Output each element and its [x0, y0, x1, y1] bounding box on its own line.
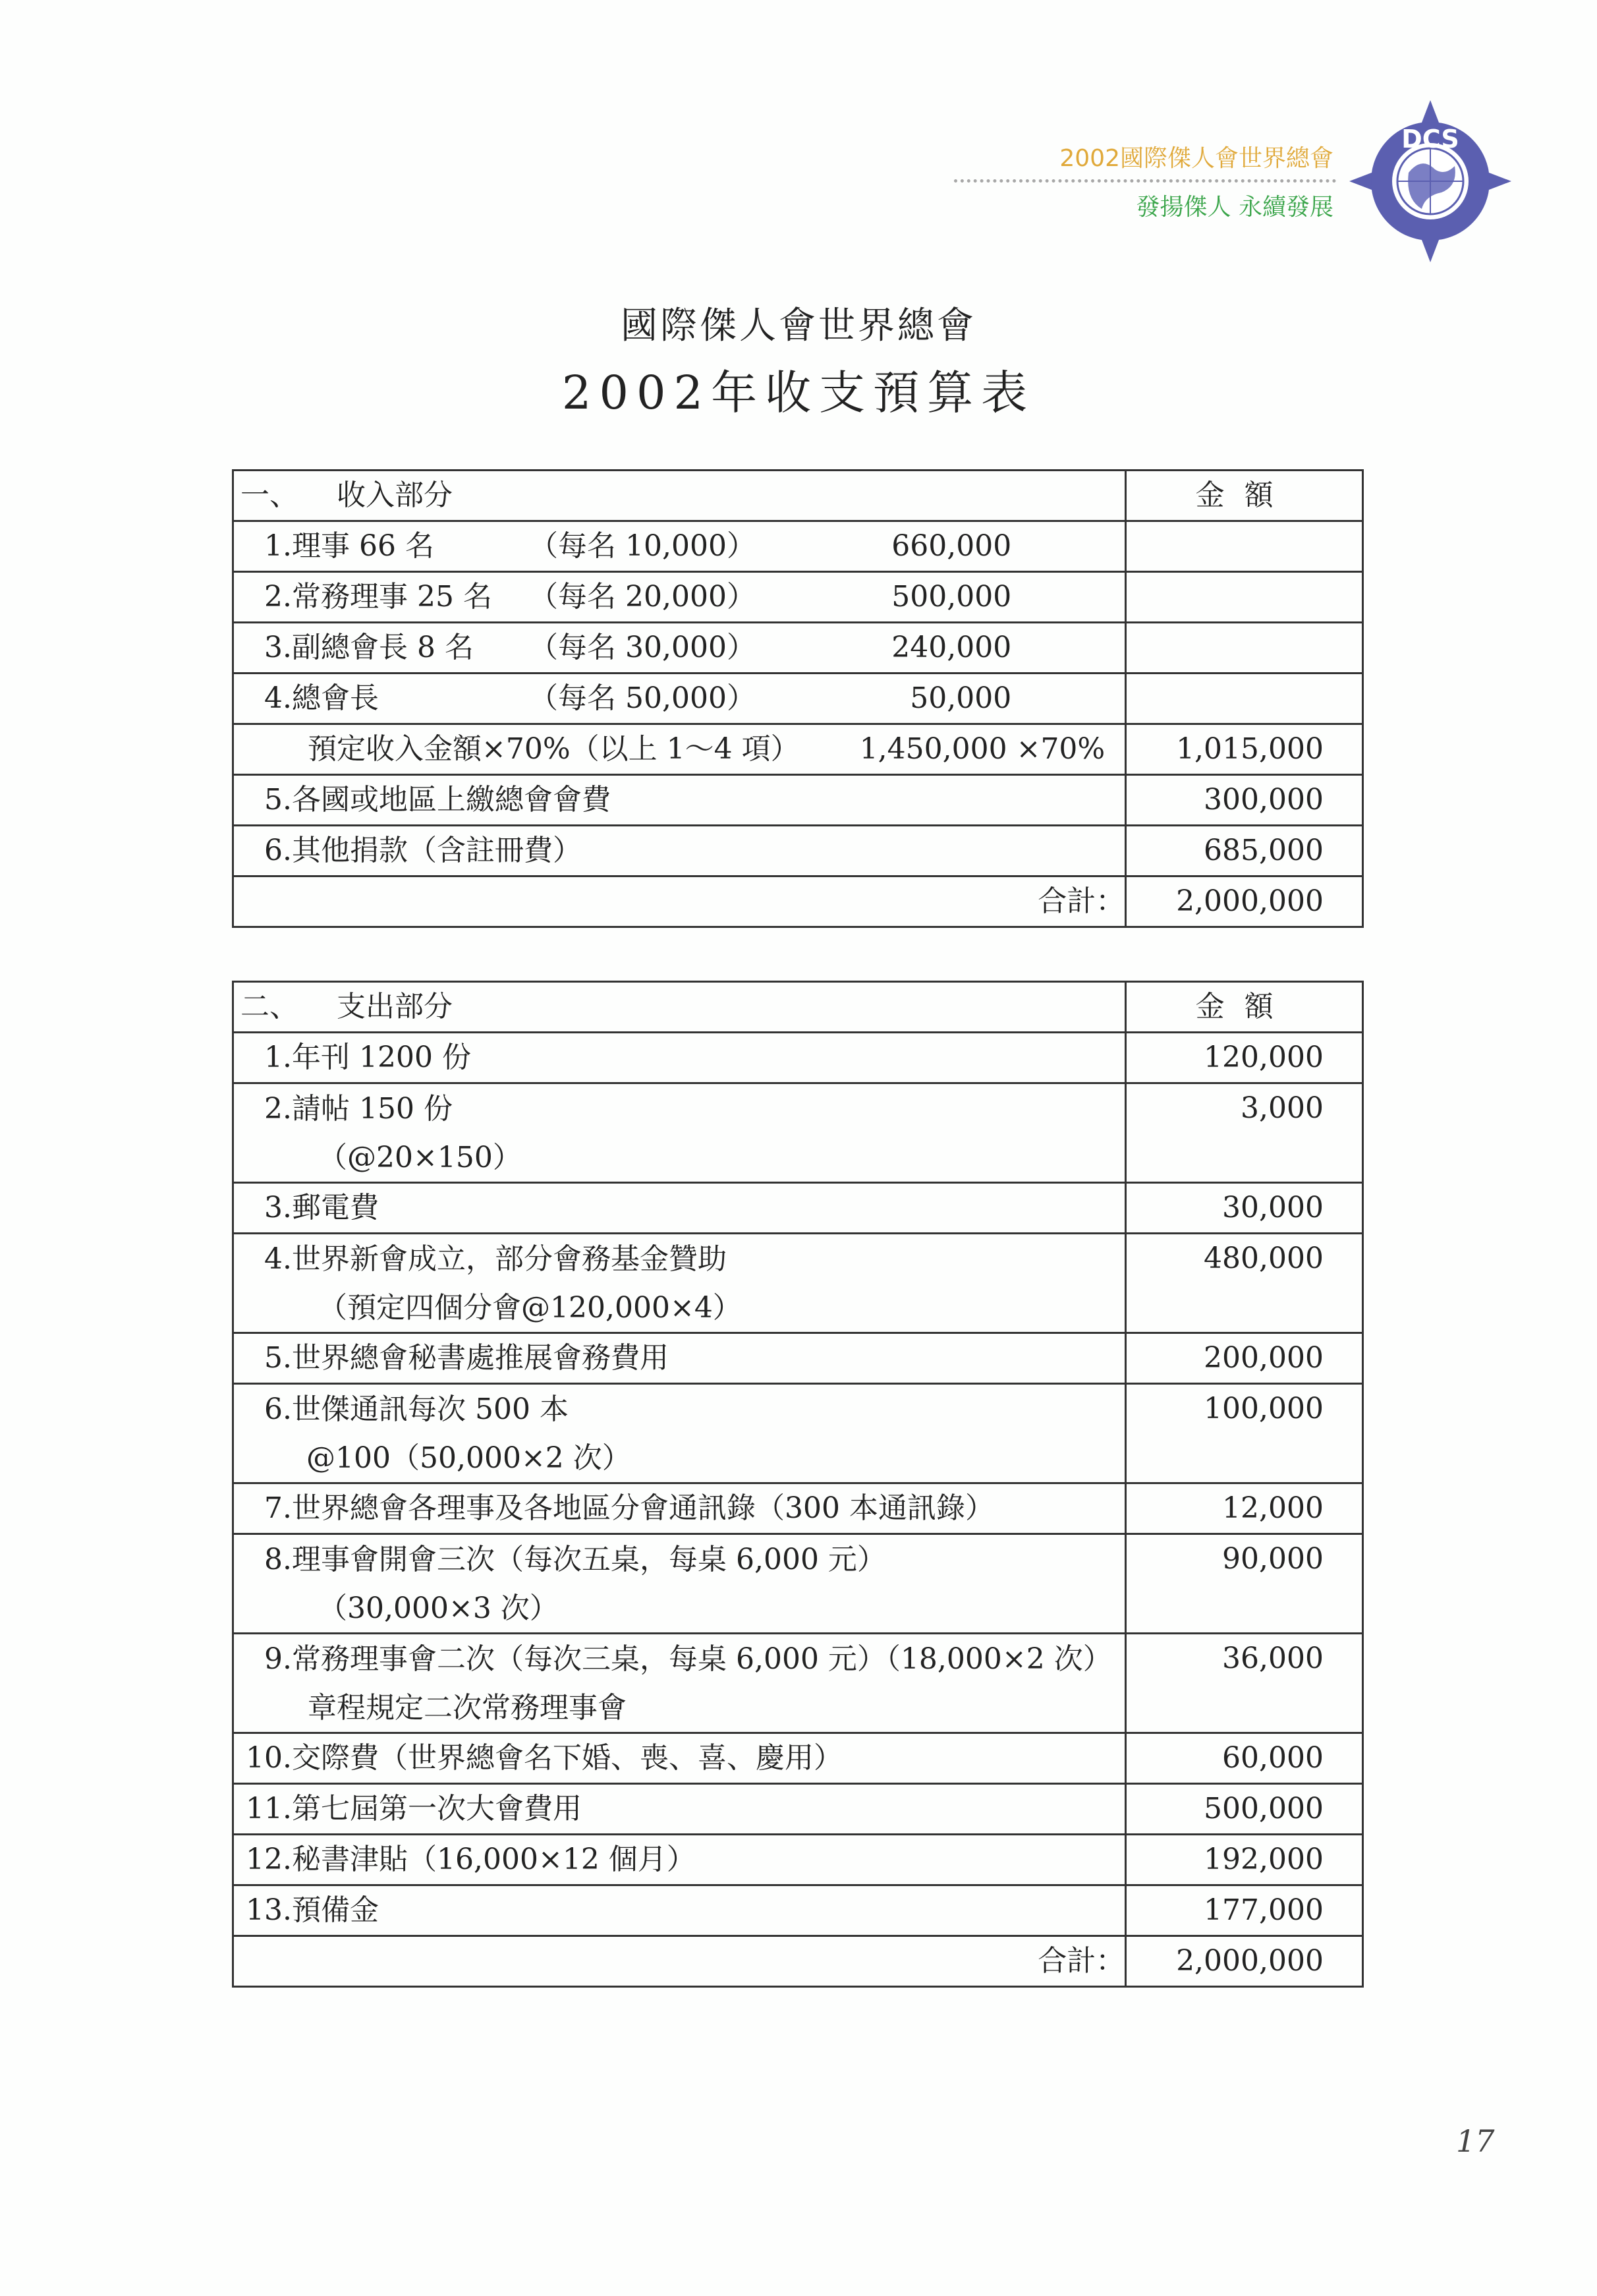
- income-total-label: 合計：: [233, 876, 1126, 927]
- expense-row: [233, 1234, 1363, 1333]
- row-label: 理事會開會三次（每次五桌，每桌 6,000 元）: [292, 1543, 886, 1576]
- row-detail: （預定四個分會@120,000×4）: [318, 1291, 742, 1325]
- row-number: 10.: [246, 1741, 292, 1775]
- document-subtitle: 2002年收支預算表: [561, 366, 1036, 420]
- expense-row: [233, 1835, 1363, 1885]
- row-detail: @100（50,000×2 次）: [306, 1441, 631, 1475]
- expected-income-row: [233, 724, 1363, 775]
- expense-heading-num: 二、: [240, 990, 298, 1023]
- row-number: 6.: [264, 834, 292, 867]
- expense-row: [233, 1885, 1363, 1936]
- income-heading: 收入部分: [337, 478, 453, 512]
- row-subtotal: 240,000: [891, 631, 1012, 664]
- row-label: 世界新會成立，部分會務基金贊助: [292, 1242, 727, 1276]
- dcs-logo: [1349, 100, 1511, 262]
- income-row: [233, 826, 1363, 876]
- row-detail: （30,000×3 次）: [318, 1592, 559, 1625]
- row-number: 12.: [246, 1843, 292, 1876]
- header-divider: [954, 179, 1336, 183]
- row-number: 9.: [264, 1642, 292, 1676]
- row-amount: 500,000: [1126, 1784, 1363, 1835]
- expected-income-calc: 1,450,000 ×70%: [859, 732, 1106, 766]
- row-amount: 200,000: [1126, 1333, 1363, 1384]
- row-rate: （每名 50,000）: [529, 681, 756, 715]
- expense-table: [232, 981, 1364, 1988]
- document-title: 國際傑人會世界總會: [621, 304, 976, 347]
- expense-row: [233, 1333, 1363, 1384]
- income-amount-header: 金額: [1126, 471, 1363, 521]
- row-amount: 480,000: [1126, 1234, 1363, 1333]
- row-number: 8.: [264, 1543, 292, 1576]
- row-rate: （每名 30,000）: [529, 631, 756, 664]
- income-total-row: [233, 876, 1363, 927]
- row-amount: 12,000: [1126, 1483, 1363, 1534]
- expense-total-row: [233, 1936, 1363, 1987]
- row-amount: 36,000: [1126, 1634, 1363, 1733]
- expense-row: [233, 1534, 1363, 1634]
- expense-total: 2,000,000: [1126, 1936, 1363, 1987]
- row-label: 其他捐款（含註冊費）: [292, 834, 582, 867]
- expense-row: [233, 1033, 1363, 1083]
- row-number: 7.: [264, 1491, 292, 1525]
- income-row: [233, 521, 1363, 572]
- row-amount: 3,000: [1126, 1083, 1363, 1183]
- row-label: 預備金: [292, 1893, 379, 1927]
- row-label: 秘書津貼（16,000×12 個月）: [292, 1843, 696, 1876]
- row-subtotal: 50,000: [910, 681, 1012, 715]
- row-label: 世界總會秘書處推展會務費用: [292, 1341, 669, 1375]
- row-number: 5.: [264, 783, 292, 817]
- header-line2: 發揚傑人 永續發展: [1136, 194, 1333, 221]
- row-number: 2.: [264, 1092, 292, 1126]
- row-label: 總會長: [292, 681, 379, 715]
- row-number: 6.: [264, 1392, 292, 1426]
- row-amount: 300,000: [1126, 775, 1363, 826]
- row-label: 各國或地區上繳總會會費: [292, 783, 611, 817]
- income-row: [233, 674, 1363, 724]
- row-label: 常務理事 25 名: [292, 580, 492, 614]
- row-label: 郵電費: [292, 1191, 379, 1224]
- expense-amount-header: 金額: [1126, 982, 1363, 1033]
- row-detail: 章程規定二次常務理事會: [308, 1691, 627, 1725]
- row-amount: 90,000: [1126, 1534, 1363, 1634]
- row-label: 世界總會各理事及各地區分會通訊錄（300 本通訊錄）: [292, 1491, 994, 1525]
- row-amount: 100,000: [1126, 1384, 1363, 1483]
- row-number: 1.: [264, 529, 292, 563]
- row-number: 4.: [264, 1242, 292, 1276]
- income-table: [232, 469, 1364, 928]
- row-rate: （每名 10,000）: [529, 529, 756, 563]
- income-row: [233, 572, 1363, 623]
- expense-total-label: 合計：: [233, 1936, 1126, 1987]
- row-rate: （每名 20,000）: [529, 580, 756, 614]
- row-amount: 30,000: [1126, 1183, 1363, 1234]
- row-label: 副總會長 8 名: [292, 631, 474, 664]
- row-amount: 192,000: [1126, 1835, 1363, 1885]
- row-number: 3.: [264, 1191, 292, 1224]
- row-amount: 685,000: [1126, 826, 1363, 876]
- row-number: 13.: [246, 1893, 292, 1927]
- row-label: 第七屆第一次大會費用: [292, 1792, 582, 1825]
- row-number: 11.: [246, 1792, 292, 1825]
- expense-row: [233, 1784, 1363, 1835]
- row-label: 理事 66 名: [292, 529, 434, 563]
- expense-row: [233, 1384, 1363, 1483]
- row-label: 世傑通訊每次 500 本: [292, 1392, 569, 1426]
- row-amount: 120,000: [1126, 1033, 1363, 1083]
- page-number: 17: [1456, 2123, 1495, 2159]
- expense-heading: 支出部分: [337, 990, 453, 1023]
- expense-row: [233, 1733, 1363, 1784]
- header-line1: 2002國際傑人會世界總會: [1059, 145, 1333, 172]
- income-row: [233, 775, 1363, 826]
- expected-income-amount: 1,015,000: [1126, 724, 1363, 775]
- row-subtotal: 660,000: [891, 529, 1012, 563]
- income-header-row: [233, 471, 1363, 521]
- row-label: 請帖 150 份: [292, 1092, 453, 1126]
- row-label: 常務理事會二次（每次三桌，每桌 6,000 元）（18,000×2 次）: [292, 1642, 1112, 1676]
- row-number: 3.: [264, 631, 292, 664]
- row-detail: （@20×150）: [318, 1141, 522, 1174]
- row-amount: 60,000: [1126, 1733, 1363, 1784]
- income-row: [233, 623, 1363, 674]
- logo-text: DCS: [1401, 125, 1459, 154]
- row-label: 年刊 1200 份: [292, 1041, 471, 1074]
- row-number: 2.: [264, 580, 292, 614]
- row-number: 4.: [264, 681, 292, 715]
- income-heading-num: 一、: [240, 478, 298, 512]
- row-amount: 177,000: [1126, 1885, 1363, 1936]
- expected-income-label: 預定收入金額×70%（以上 1～4 項）: [308, 732, 800, 766]
- income-total: 2,000,000: [1126, 876, 1363, 927]
- row-subtotal: 500,000: [891, 580, 1012, 614]
- row-label: 交際費（世界總會名下婚、喪、喜、慶用）: [292, 1741, 843, 1775]
- row-number: 5.: [264, 1341, 292, 1375]
- expense-row: [233, 1083, 1363, 1183]
- expense-header-row: [233, 982, 1363, 1033]
- expense-row: [233, 1483, 1363, 1534]
- expense-row: [233, 1183, 1363, 1234]
- row-number: 1.: [264, 1041, 292, 1074]
- expense-row: [233, 1634, 1363, 1733]
